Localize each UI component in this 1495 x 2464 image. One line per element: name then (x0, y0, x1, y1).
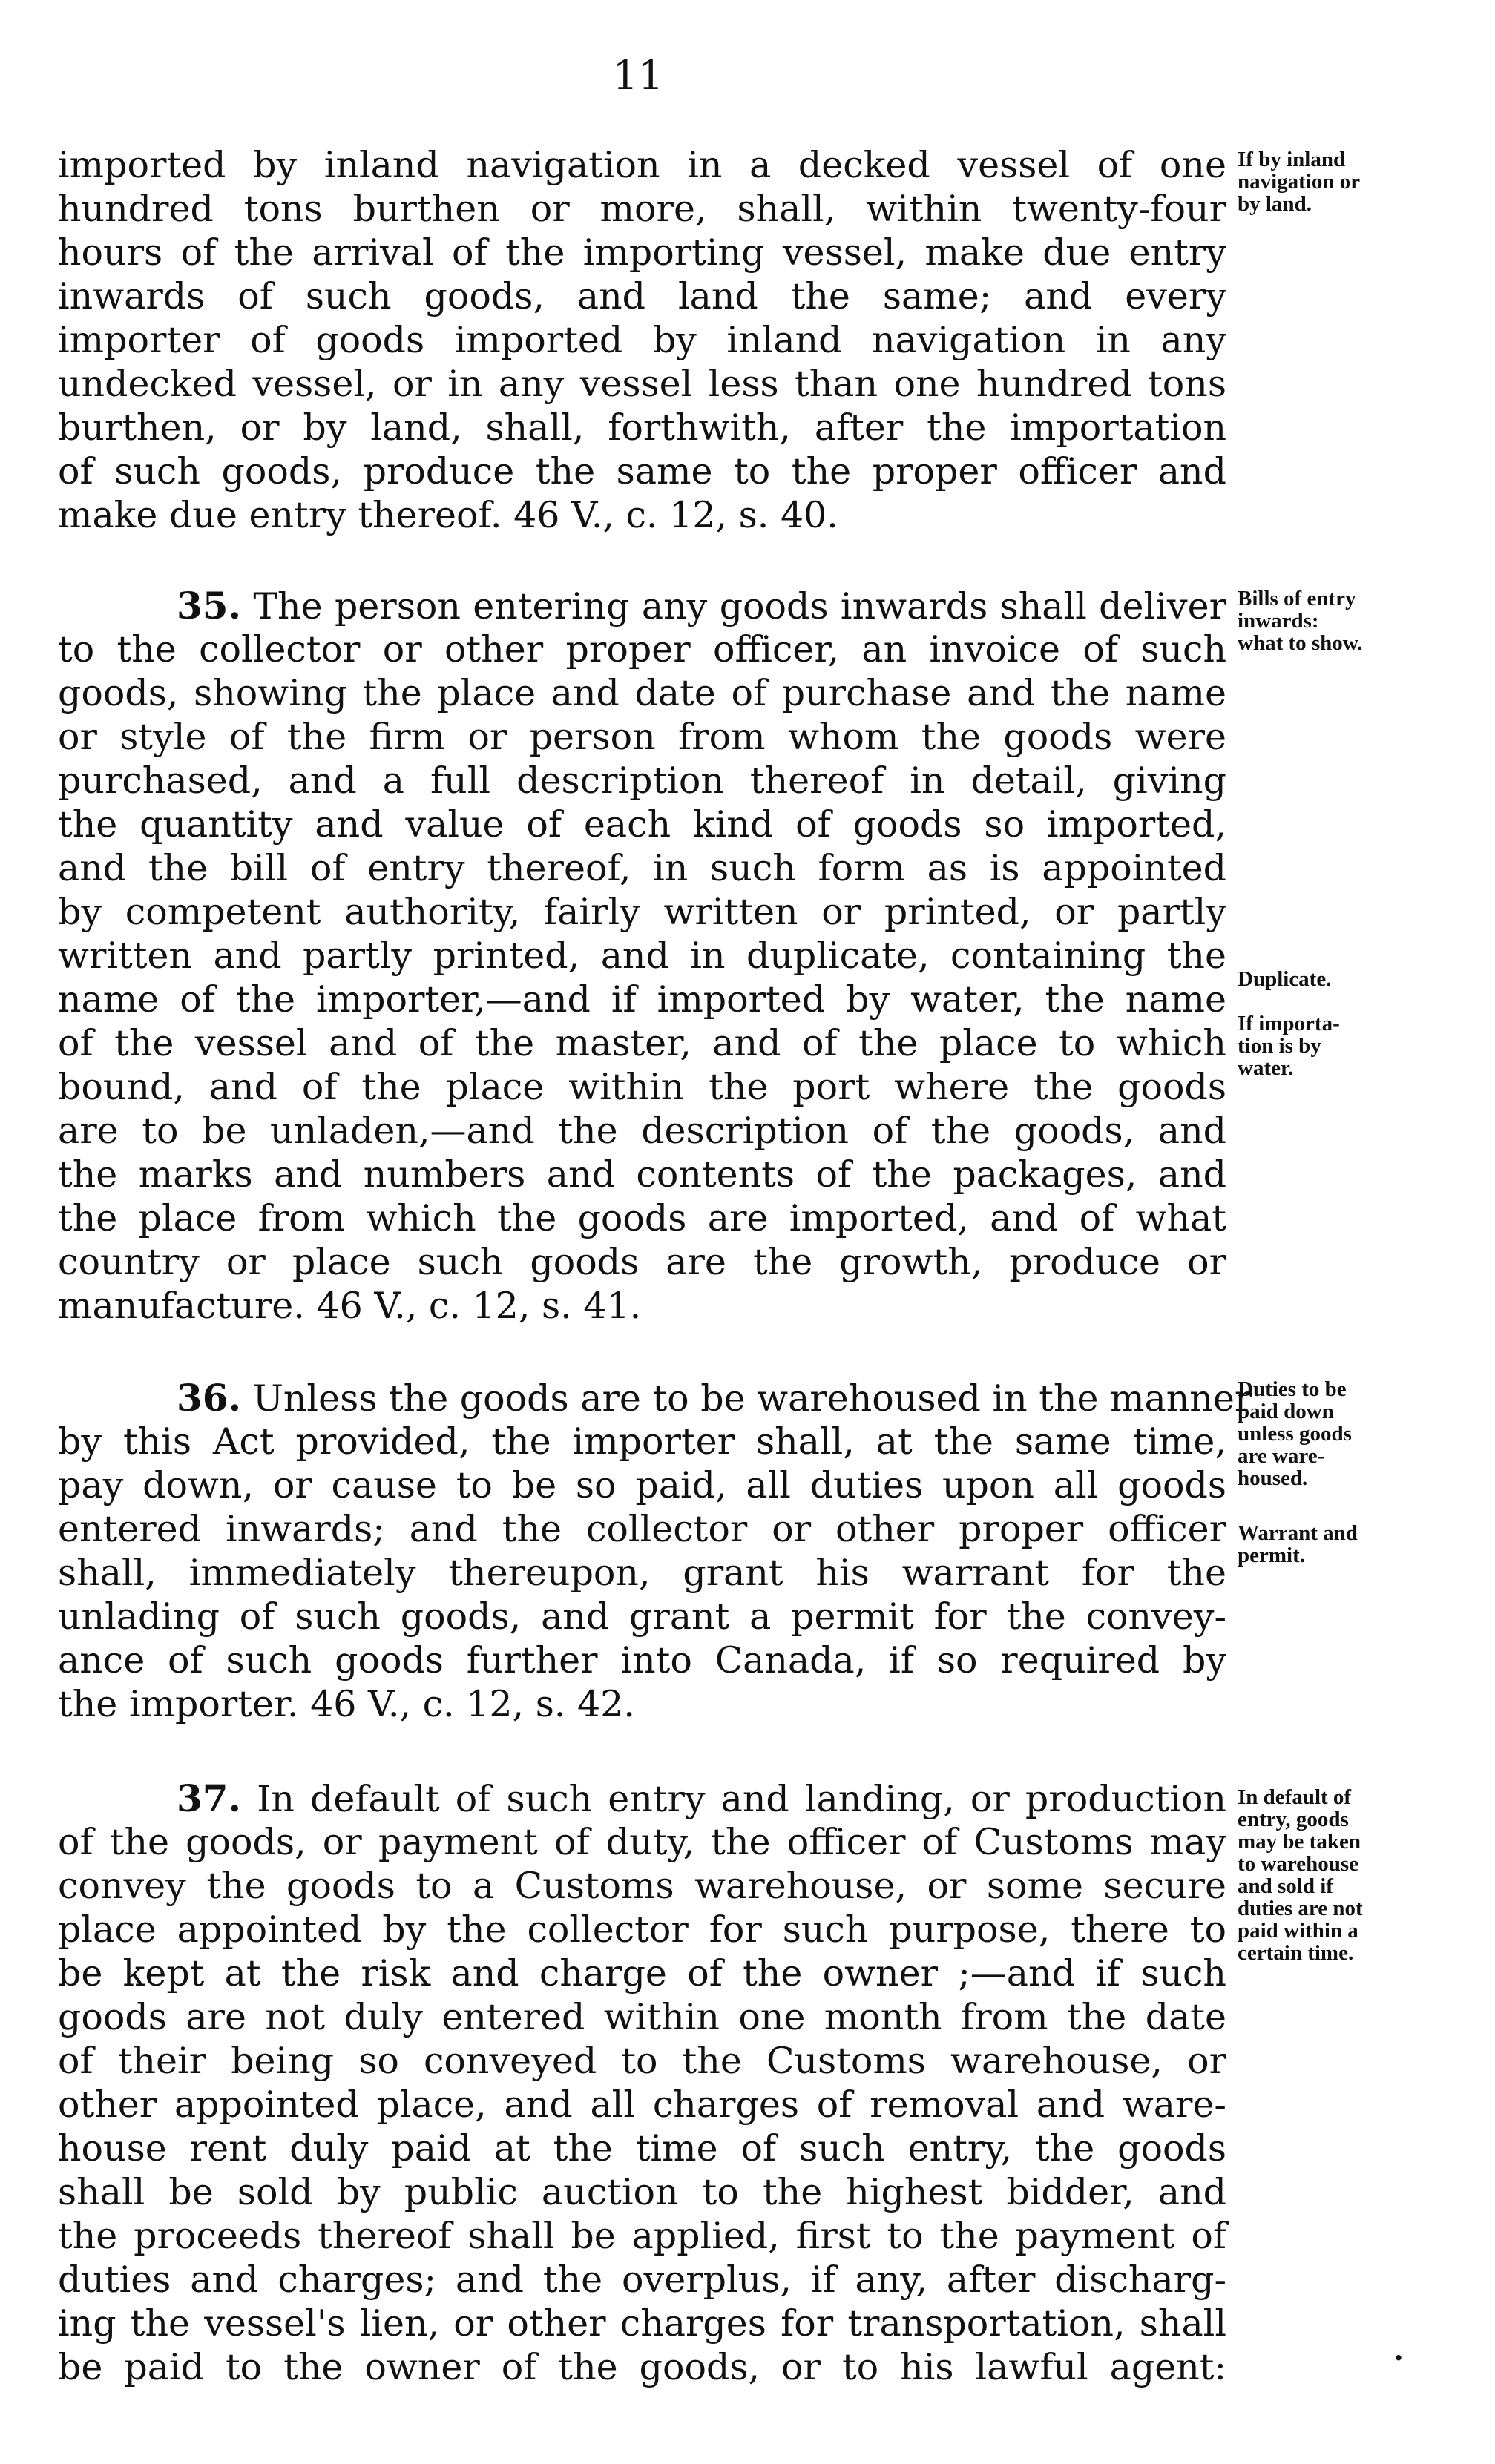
margin-note-line: paid down (1238, 1400, 1334, 1423)
text-line: ing the vessel's lien, or other charges for transportation, shall (58, 2302, 1226, 2345)
section-number: 37. (177, 1776, 241, 1820)
page-number: 11 (612, 52, 664, 99)
text-line: ance of such goods further into Canada, if so required by (58, 1639, 1226, 1681)
stray-ink-mark: · (1393, 2341, 1404, 2376)
margin-note-importation-by-water (1238, 1012, 1460, 1079)
text-line-content: Unless the goods are to be warehoused in the manner (252, 1377, 1252, 1420)
text-line: of the vessel and of the master, and of the place to which (58, 1022, 1226, 1064)
text-line: place appointed by the collector for such purpose, there to (58, 1908, 1226, 1951)
margin-note-line: inwards: (1238, 609, 1319, 633)
text-line: shall be sold by public auction to the highest bidder, and (58, 2171, 1226, 2213)
margin-note-line: unless goods (1238, 1422, 1352, 1446)
margin-note-warrant-and-permit (1238, 1522, 1460, 1567)
paragraph-continuation (58, 143, 1226, 537)
margin-note-line: are ware- (1238, 1444, 1325, 1468)
margin-note-line: paid within a (1238, 1919, 1358, 1943)
section-36 (58, 1376, 1252, 1726)
margin-note-line: Duplicate. (1238, 967, 1332, 991)
text-line: burthen, or by land, shall, forthwith, after the importation (58, 406, 1226, 449)
margin-note-line: permit. (1238, 1544, 1305, 1567)
text-line: goods are not duly entered within one month from the date (58, 1996, 1226, 2038)
text-line-first (58, 1776, 1226, 1820)
text-line-content: The person entering any goods inwards shall deliver (253, 585, 1226, 627)
margin-note-line: by land. (1238, 192, 1312, 216)
text-line: unlading of such goods, and grant a permit for the convey- (58, 1595, 1226, 1638)
text-line: bound, and of the place within the port where the goods (58, 1066, 1226, 1108)
margin-note-line: housed. (1238, 1466, 1308, 1490)
text-line: pay down, or cause to be so paid, all duties upon all goods (58, 1464, 1226, 1506)
text-line: house rent duly paid at the time of such entry, the goods (58, 2127, 1226, 2170)
text-line: or style of the firm or person from whom the goods were (58, 716, 1226, 758)
text-line: hundred tons burthen or more, shall, within twenty-four (58, 188, 1226, 230)
text-line: duties and charges; and the overplus, if any, after discharg- (58, 2259, 1226, 2301)
text-line-content: In default of such entry and landing, or production (257, 1778, 1226, 1820)
text-line: imported by inland navigation in a decked vessel of one (58, 144, 1226, 186)
text-line: entered inwards; and the collector or other proper officer (58, 1508, 1226, 1550)
text-line: be paid to the owner of the goods, or to his lawful agent: (58, 2346, 1226, 2388)
margin-note-inland-navigation (1238, 148, 1460, 215)
margin-note-line: may be taken (1238, 1830, 1361, 1854)
margin-note-line: If importa- (1238, 1012, 1340, 1035)
text-line: other appointed place, and all charges of removal and ware- (58, 2083, 1226, 2126)
margin-note-duties-paid-down (1238, 1378, 1460, 1489)
text-line: undecked vessel, or in any vessel less than one hundred tons (58, 363, 1226, 405)
margin-note-line: Bills of entry (1238, 587, 1356, 610)
text-line: the quantity and value of each kind of goods so imported, (58, 803, 1226, 846)
text-line: to the collector or other proper officer, an invoice of such (58, 628, 1226, 671)
text-line-first (58, 1376, 1252, 1420)
text-line: and the bill of entry thereof, in such form as is appointed (58, 847, 1226, 889)
margin-note-line: certain time. (1238, 1941, 1354, 1965)
margin-note-line: navigation or (1238, 170, 1361, 194)
margin-note-line: entry, goods (1238, 1808, 1349, 1831)
text-line: the place from which the goods are imported, and of what (58, 1197, 1226, 1239)
section-number: 36. (177, 1376, 241, 1420)
margin-note-line: Warrant and (1238, 1521, 1358, 1545)
text-line: manufacture. 46 V., c. 12, s. 41. (58, 1285, 642, 1327)
margin-note-line: In default of (1238, 1785, 1352, 1809)
margin-note-line: what to show. (1238, 631, 1363, 655)
margin-note-line: duties are not (1238, 1897, 1363, 1920)
text-line: the marks and numbers and contents of the packages, and (58, 1153, 1226, 1196)
text-line-first (58, 584, 1226, 627)
text-line: country or place such goods are the growth, produce or (58, 1241, 1226, 1283)
section-37 (58, 1776, 1226, 2389)
text-line: name of the importer,—and if imported by water, the name (58, 978, 1226, 1021)
text-line: written and partly printed, and in duplicate, containing the (58, 935, 1226, 977)
margin-note-line: If by inland (1238, 148, 1346, 171)
text-line: be kept at the risk and charge of the owner ;—and if such (58, 1952, 1226, 1994)
text-line: inwards of such goods, and land the same; and every (58, 275, 1226, 317)
text-line: hours of the arrival of the importing vessel, make due entry (58, 231, 1226, 274)
margin-note-line: Duties to be (1238, 1377, 1347, 1401)
text-line: importer of goods imported by inland navigation in any (58, 319, 1226, 361)
text-line: the proceeds thereof shall be applied, first to the payment of (58, 2215, 1226, 2257)
margin-note-line: and sold if (1238, 1874, 1333, 1898)
text-line: of such goods, produce the same to the proper officer and (58, 450, 1226, 493)
text-line: purchased, and a full description thereof in detail, giving (58, 760, 1226, 802)
text-line: the importer. 46 V., c. 12, s. 42. (58, 1683, 635, 1725)
text-line: are to be unladen,—and the description of the goods, and (58, 1110, 1226, 1152)
margin-note-line: water. (1238, 1056, 1294, 1080)
text-line: by competent authority, fairly written or printed, or partly (58, 891, 1226, 933)
text-line: of the goods, or payment of duty, the officer of Customs may (58, 1821, 1226, 1863)
margin-note-line: to warehouse (1238, 1852, 1358, 1876)
text-line: of their being so conveyed to the Customs warehouse, or (58, 2040, 1226, 2082)
text-line: convey the goods to a Customs warehouse, or some secure (58, 1865, 1226, 1907)
section-number: 35. (177, 584, 241, 627)
text-line: shall, immediately thereupon, grant his warrant for the (58, 1552, 1226, 1594)
margin-note-default-of-entry (1238, 1786, 1460, 1964)
text-line: goods, showing the place and date of purchase and the name (58, 672, 1226, 714)
section-35 (58, 584, 1226, 1328)
margin-note-bills-of-entry (1238, 587, 1460, 654)
margin-note-duplicate (1238, 968, 1460, 990)
margin-note-line: tion is by (1238, 1034, 1321, 1058)
text-line: make due entry thereof. 46 V., c. 12, s. 40. (58, 494, 838, 536)
text-line: by this Act provided, the importer shall, at the same time, (58, 1420, 1226, 1463)
